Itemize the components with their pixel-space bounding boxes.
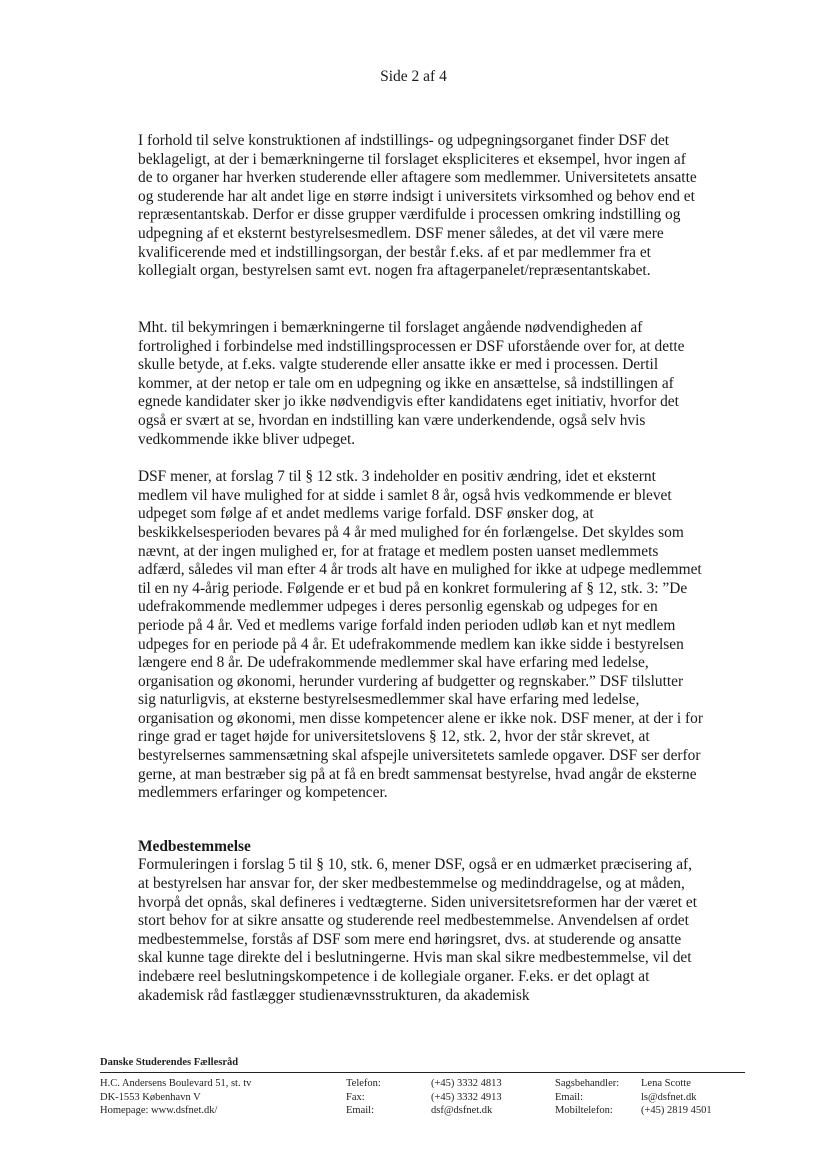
address-line: DK-1553 København V xyxy=(100,1091,201,1103)
organization-name: Danske Studerendes Fællesråd xyxy=(100,1057,239,1068)
contact-values-column xyxy=(431,1077,502,1118)
footer-divider xyxy=(100,1072,745,1073)
page-number-header: Side 2 af 4 xyxy=(380,68,447,85)
address-column xyxy=(100,1077,251,1118)
caseworker-label: Sagsbehandler: xyxy=(555,1078,620,1089)
email-label: Email: xyxy=(346,1105,374,1116)
staff-email-label: Email: xyxy=(555,1091,583,1103)
document-body xyxy=(138,132,704,1005)
paragraph-nomination-body: I forhold til selve konstruktionen af indstillings- og udpegningsorganet finder DSF det beklageligt, at der i bemærkningerne til forslaget ekspliciteres et eksempel, hvor ingen af de to organer har hverken studerende eller aftagere som medlemmer. Universitetets ansatte og studerende har alt andet lige en større indsigt i universitets virksomhed og behov end et repræsentantskab. Derfor er disse grupper værdifulde i processen omkring indstilling og udpegning af et eksternt bestyrelsesmedlem. DSF mener således, at det vil være mere kvalificerende med et indstillingsorgan, der består f.eks. af et par medlemmer fra et kollegialt organ, bestyrelsen samt evt. nogen fra aftagerpanelet/repræsentantskabet. xyxy=(138,132,697,280)
caseworker-name: Lena Scotte xyxy=(641,1078,691,1089)
phone-value: (+45) 3332 4813 xyxy=(431,1078,502,1089)
section-medbestemmelse xyxy=(138,838,704,1005)
paragraph-confidentiality: Mht. til bekymringen i bemærkningerne til forslaget angående nødvendigheden af fortrolighed i forbindelse med indstillingsprocessen er DSF uforstående over for, at dette skulle betyde, at f.eks. valgte studerende eller ansatte ikke er med i processen. Dertil kommer, at der netop er tale om en udpegning og ikke en ansættelse, så indstillingen af egnede kandidater sker jo ikke nødvendigvis efter kandidatens eget initiativ, hvorfor det også er svært at se, hvordan en indstilling kan være underkendende, også selv hvis vedkommende ikke bliver udpeget. xyxy=(138,319,685,448)
mobile-value: (+45) 2819 4501 xyxy=(641,1105,712,1116)
staff-labels-column xyxy=(555,1077,619,1118)
paragraph-codetermination: Formuleringen i forslag 5 til § 10, stk. 6, mener DSF, også er en udmærket præcisering af, at bestyrelsen har ansvar for, der sker medbestemmelse og medinddragelse, og at måden, hvorpå det opnås, skal defineres i vedtægterne. Siden universitetsreformen har der været et stort behov for at sikre ansatte og studerende reel medbestemmelse. Anvendelsen af ordet medbestemmelse, forstås af DSF som mere end høringsret, dvs. at studerende og ansatte skal kunne tage direkte del i beslutningerne. Hvis man skal sikre medbestemmelse, vil det indebære reel beslutningskompetence i de kollegiale organer. F.eks. er det oplagt at akademisk råd fastlægger studienævnsstrukturen, da akademisk xyxy=(138,856,698,1004)
address-line: H.C. Andersens Boulevard 51, st. tv xyxy=(100,1078,252,1089)
section-heading: Medbestemmelse xyxy=(138,837,251,855)
mobile-label: Mobiltelefon: xyxy=(555,1105,613,1116)
letterhead-footer xyxy=(100,1057,745,1121)
paragraph-term-length: DSF mener, at forslag 7 til § 12 stk. 3 indeholder en positiv ændring, idet et eksternt medlem vil have mulighed for at sidde i samlet 8 år, også hvis vedkommende er blevet udpeget som følge af et andet medlems varige forfald. DSF ønsker dog, at beskikkelsesperioden bevares på 4 år med mulighed for én forlængelse. Det skyldes som nævnt, at der ingen mulighed er, for at fratage et medlem posten uanset medlemmets adfærd, således vil man efter 4 år trods alt have en mulighed for ikke at udpege medlemmet til en ny 4-årig periode. Følgende er et bud på en konkret formulering af § 12, stk. 3: ”De udefrakommende medlemmer udpeges i deres personlig egenskab og udpeges for en periode på 4 år. Ved et medlems varige forfald inden perioden udløb kan et nyt medlem udpeges for en periode på 4 år. Et udefrakommende medlem kan ikke sidde i bestyrelsen længere end 8 år. De udefrakommende medlemmer skal have erfaring med ledelse, organisation og økonomi, herunder vurdering af budgetter og regnskaber.” DSF tilslutter sig naturligvis, at eksterne bestyrelsesmedlemmer skal have erfaring med ledelse, organisation og økonomi, men disse kompetencer alene er ikke nok. DSF mener, at der i for ringe grad er taget højde for universitetslovens § 12, stk. 2, hvor der står skrevet, at bestyrelsernes sammensætning skal afspejle universitetets samlede opgaver. DSF ser derfor gerne, at man bestræber sig på at få en bredt sammensat bestyrelse, hvad angår de eksterne medlemmers erfaringer og kompetencer. xyxy=(138,468,703,802)
phone-label: Telefon: xyxy=(346,1078,381,1089)
contact-labels-column xyxy=(346,1077,381,1118)
fax-value: (+45) 3332 4913 xyxy=(431,1091,502,1103)
staff-email-link[interactable]: ls@dsfnet.dk xyxy=(641,1091,697,1103)
homepage-link[interactable]: Homepage: www.dsfnet.dk/ xyxy=(100,1105,218,1116)
staff-values-column xyxy=(641,1077,712,1118)
email-link[interactable]: dsf@dsfnet.dk xyxy=(431,1105,493,1116)
fax-label: Fax: xyxy=(346,1091,365,1103)
footer-columns xyxy=(100,1077,745,1121)
